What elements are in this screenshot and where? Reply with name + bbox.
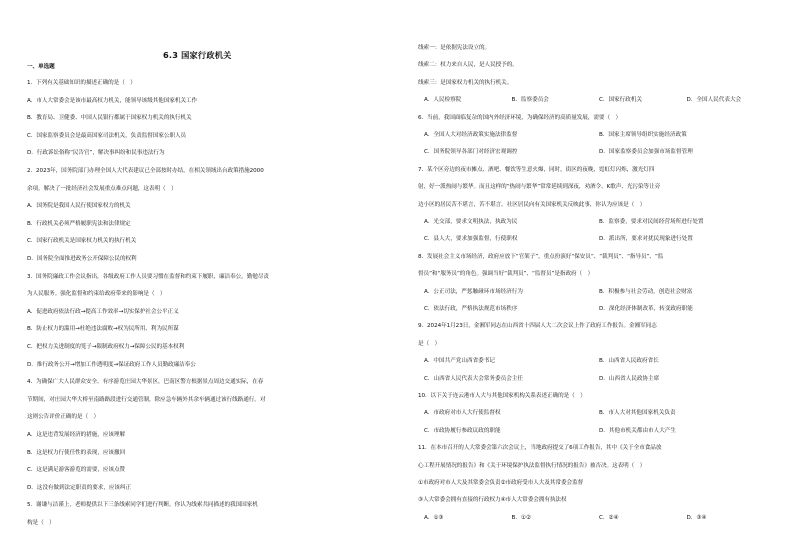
left-line: D．这没有做到法定职责的要求，应该纠正 [27,484,132,491]
right-option: B．积极参与社会劳动，创造社会财富 [599,288,693,295]
right-line: 10．以下关于连云港市人大与其他国家机构关系表述正确的是（ ） [418,393,586,399]
left-line: 构是（ ） [27,520,55,526]
left-line: 1．下列有关基础知识的描述正确的是（ ） [27,80,136,86]
left-line: A．这是违背发展经济的措施，应该理解 [27,432,126,438]
right-line: ①市政府对市人大及其常委会负责②市政府受市人大及其常委会监督 [418,480,584,486]
right-option: C．市政协履行参政议政的职能 [424,427,501,434]
right-line: 边小区的居民苦不堪言，苦不堪言，社区居民向有关国家机关反映此事，你认为应该是（ ） [418,201,646,208]
right-option: B．山西省人民政府省长 [599,358,659,365]
right-option: D．派出所，要求对扰民现象进行处置 [599,236,693,243]
left-line: A．促进政府依法行政→提高工作效率→切实保护社会公平正义 [27,308,179,315]
right-line: 线索一：是依据宪法设立的。 [418,45,491,51]
right-line: 心工程开展情况的报告》和《关于环境保护执法监督执行情况的报告》被否决。这表明（ ） [418,462,646,469]
left-line: C．把权力关进制度的笼子→限制政府权力→保障公民的基本权利 [27,344,185,350]
right-option: D．其他市机关都由市人大产生 [599,427,677,434]
left-line: 余项，解决了一批经济社会发展重点难点问题，这表明（ ） [27,185,177,192]
right-line: 是（ ） [418,340,441,347]
right-line: 线索二：权力来自人民，是人民授予的。 [418,62,518,69]
right-option: C．②④ [599,514,619,521]
right-line: 射，好一派热闹与繁华。而且这样的“热闹与繁华”常常延续到深夜，劝酒令、K歌声、光污染等让旁 [418,184,661,191]
right-option: A．人民检察院 [424,97,462,104]
right-line: 7．某个区旁边的夜市摊点、酒吧、餐饮等生意火爆，同时，街区的夜晚，霓虹灯闪烁，激光灯四 [418,166,655,173]
left-line: B．这是权力行使任性的表现，应该撤回 [27,449,126,456]
right-option: A．光交部，要求文明执法，执政为民 [424,219,518,225]
left-line: 节期间，对庄园大华大桥至南路路段进行交通管制，除应急车辆外其余车辆通过该行线路通行。对 [27,396,266,403]
right-option: D．③④ [686,514,707,521]
right-option: A．全国人大对经济政策实施法律监督 [424,132,518,138]
right-option: B．①② [511,514,531,521]
right-option: A．市政府对市人大行使监督权 [424,410,501,417]
right-option: A．①③ [424,514,444,521]
left-line: C．这是满足游客游览的需要，应该点赞 [27,467,126,474]
right-option: B．国家主席领导组织实施经济政策 [599,132,687,138]
right-line: 6．当前，我国面临复杂的国内外经济环境，为确保经济的高质量发展，需要（ ） [418,114,622,121]
left-line: B．行政机关必须严格履职宪法和法律规定 [27,220,131,227]
left-line: D．国务院全面推进政务公开保障公民的权利 [27,256,137,262]
right-option: C．县人大，要求加强监督，行使职权 [424,236,518,243]
left-line: C．国家监察委员会是最高国家司法机关，负责监督国家公职人员 [27,132,187,139]
right-option: D．全国人民代表大会 [686,97,742,104]
left-line: A．国务院是我国人民行使国家权力的机关 [27,203,131,210]
left-line: C．国家行政机关是国家权力机关的执行机关 [27,238,137,245]
left-line: 4．为确保广大人民群众安全、有序游览庄园大华景区，巴南区警方根据景点周边交通实际，在春 [27,379,264,386]
left-line: 为人民服务。强化监督和约束给政府带来的影响是（ ） [27,291,166,298]
right-line: 11．在本市召开的人大常委会第六次会议上，当地政府提交了6项工作报告，其中《关于全市食品放 [418,445,662,452]
right-option: C．依法行政，严格执法规范市场秩序 [424,306,518,312]
left-line: D．推行政务公开→增加工作透明度→保证政府工作人员勤政廉洁奉公 [27,361,196,368]
right-option: A．公正司法，严惩触碰环市场经济行为 [424,288,523,295]
right-option: B．监察委，要求对民间经营场所进行处置 [599,219,704,225]
section-heading: 一、单选题 [27,64,55,70]
left-line: A．市人大常委会是该市最高权力机关，能领导该级其他国家机关工作 [27,97,198,104]
left-line: B．防止权力的滥用→杜绝违法腐败→权为民所用、利为民所谋 [27,326,179,333]
left-line: 3．国务院廉政工作会议指出，各级政府工作人员要习惯在监督和约束下履职，廉洁奉公，勤勉尽责 [27,273,269,280]
right-option: B．市人大对其他国家机关负责 [599,410,676,417]
right-option: C．山西省人民代表大会常务委员会主任 [424,375,524,382]
right-option: C．国务院领导各部门对经济宏观调控 [424,149,518,156]
page-title: 6.3 国家行政机关 [163,50,232,60]
right-line: 9．2024年1月23日，金湘军同志在山西省十四届人大二次会议上作了政府工作报告。金湘军同志 [418,323,657,330]
left-line: B．教育局、卫健委、中国人民银行都属于国家权力机关的执行机关 [27,115,192,122]
right-line: 督员”和“服务员”的角色。强调当好“裁判员”、“监督员”是指政府（ ） [418,271,594,278]
right-option: C．国家行政机关 [599,97,643,104]
right-line: 8．发展社会主义市场经济，政府应放下“官架子”，重点扮演好“保安员”、“裁判员”、“指导员”、“监 [418,253,664,260]
left-line: 2．2023年，国务院部门办理全国人大代表建议已全部按时办结，在相关领域出台政策措施2000 [27,168,264,174]
right-option: D．山西省人民政协主席 [599,375,660,382]
left-line: 5．谢谦与洁谨上，老师提供以下三条线索同学们进行判断。你认为线索共同描述的我国国家机 [27,502,258,509]
right-line: ③人大常委会拥有直接的行政权力④市人大常委会拥有执法权 [418,497,567,504]
left-line: D．行政诉讼俗称“民告官”，解决事纠纷和民事违法行为 [27,150,165,157]
right-option: A．中国共产党山西省委书记 [424,358,495,365]
right-option: D．国家监察委员会加强市场监督管理 [599,149,693,156]
right-line: 线索三：是国家权力机关的执行机关。 [418,79,513,86]
right-option: B．监察委员会 [511,97,549,104]
left-line: 这则公告评价正确的是（ ） [27,414,100,421]
right-option: D．深化经济体制改革，转变政府职能 [599,306,693,312]
